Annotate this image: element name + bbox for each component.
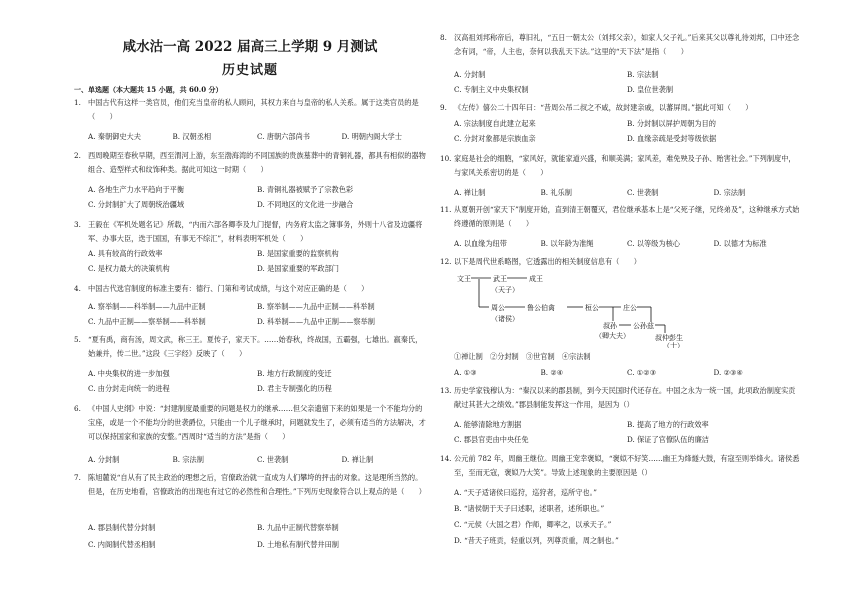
- question-number: 13.: [440, 386, 452, 395]
- node-zhuhou: （诸侯）: [491, 315, 519, 323]
- question-stem: 中国古代有这样一类官员，他们充当皇帝的私人顾问，其权力来自与皇帝的私人关系。属于这类官员的是（ ）: [88, 98, 419, 121]
- option-d[interactable]: D. 以德才为标准: [713, 239, 767, 248]
- option-d[interactable]: D. 保证了官僚队伍的廉洁: [627, 435, 709, 444]
- option-d[interactable]: D. 不同地区的文化进一步融合: [257, 200, 354, 209]
- option-b[interactable]: B. 是国家重要的监察机构: [257, 249, 339, 258]
- question-1: [74, 96, 426, 124]
- option-b[interactable]: B. 汉朝丞相: [172, 132, 212, 141]
- question-11: [440, 203, 800, 231]
- question-number: 14.: [440, 454, 452, 463]
- option-c[interactable]: C. 九品中正制——察举制——科举制: [88, 317, 206, 326]
- option-b[interactable]: B. 宗法制: [172, 455, 204, 464]
- exam-title: 咸水沽一高 2022 届高三上学期 9 月测试: [122, 39, 378, 55]
- option-d[interactable]: D. 宗法制: [713, 188, 746, 197]
- option-a[interactable]: A. 宗法制度自此建立起来: [454, 119, 536, 128]
- choice-list: ①禅让制 ②分封制 ③世官制 ④宗法制: [454, 352, 591, 361]
- question-3-options: [88, 249, 426, 274]
- question-stem: 陈旭麓说“自从有了民主政治的理想之后，官僚政治就一直成为人们攀垮的抨击的对象。这是理所当然的。但是，在历史地看，官僚政治的出现也有过它的必然性和合理性。”下列历史现象符合以上观点的是（ ）: [88, 473, 426, 496]
- node-tianzi: （天子）: [491, 286, 519, 294]
- question-2-options: [88, 185, 426, 210]
- option-c[interactable]: C. ①②③: [627, 368, 657, 377]
- question-stem: 家庭是社会的细胞，“家风好，就能家道兴盛，和顺美满；家风差，难免殃及子孙、贻害社会。”下列制度中，与家风关系密切的是（ ）: [454, 154, 796, 177]
- node-zhuanggong: 庄公: [623, 304, 637, 312]
- node-chengwang: 成王: [529, 275, 543, 283]
- option-c[interactable]: C. 以等级为核心: [627, 239, 680, 248]
- option-c[interactable]: C. 唐朝六部尚书: [257, 132, 310, 141]
- node-shi: （士）: [663, 342, 684, 348]
- question-8-options: [454, 70, 800, 95]
- question-stem: 从夏朝开创“家天下”制度开始，直到清王朝覆灭，君位继承基本上是“父死子继，兄终弟及”，这种继承方式始终遵循的原则是（ ）: [454, 205, 800, 228]
- option-b[interactable]: B. 察举制——九品中正制——科举制: [257, 302, 375, 311]
- question-number: 11.: [440, 205, 452, 214]
- question-stem: 历史学家钱穆认为：“秦汉以来的郡县制，到今天民国时代还存在。中国之永为一统一国，此项政治制度实贡献过其甚大之绩效。”郡县制能发挥这一作用，是因为（）: [454, 386, 796, 409]
- question-number: 3.: [74, 220, 81, 229]
- option-d[interactable]: D. 土地私有制代替井田制: [257, 540, 339, 549]
- exam-subtitle: 历史试题: [221, 63, 278, 78]
- option-d[interactable]: D. “昔天子班贡，轻重以列，列尊贡重，周之制也。”: [454, 536, 619, 545]
- question-1-options: [88, 132, 426, 142]
- node-lugong-boqin: 鲁公伯禽: [527, 304, 555, 312]
- option-b[interactable]: B. 地方行政制度的变迁: [257, 369, 332, 378]
- question-5: [74, 333, 426, 361]
- question-4: [74, 282, 426, 296]
- option-a[interactable]: A. 分封制: [454, 70, 486, 79]
- option-b[interactable]: B. 以年龄为准绳: [540, 239, 594, 248]
- question-number: 6.: [74, 404, 81, 413]
- question-14-options: [454, 488, 800, 546]
- question-stem: 王毅在《军机处题名记》所载，“内而六部各卿李及九门提督，内务府太监之簿事务，外则十八省及边疆将军、办事大臣，迭于国国，有事无不综汇”，材料表明军机处（ ）: [88, 220, 423, 243]
- question-stem: 《中国人史纲》中说：“封建制度最重要的问题是权力的继承……但父亲遗留下来的如果是一个不能均分的宝座，或是一个不能均分的世袭爵位，只能由一个儿子继承时，问题就发生了，必须有适当的方法解决，才可以保持国家和家族的安整。”西周时“适当的方法”是指（ ）: [88, 404, 426, 441]
- question-number: 12.: [440, 257, 452, 266]
- option-b[interactable]: B. 青铜礼器被赋予了宗教色彩: [257, 185, 354, 194]
- question-12-options: [454, 368, 800, 377]
- node-huangong: 桓公: [585, 304, 599, 312]
- question-9: [440, 101, 800, 115]
- question-number: 8.: [440, 33, 447, 42]
- question-stem: 《左传》僖公二十四年曰：“昔周公吊二叔之不咸，故封建亲戚，以蕃屏周。”据此可知（ ）: [454, 103, 753, 112]
- question-stem: 西周晚期至春秋早期，西至渭河上游，东至渤海湾的不同国族的贵族墓葬中的青铜礼器，都具有相似的器物组合、造型样式和纹饰种类。据此可知这一时期（ ）: [88, 151, 426, 174]
- question-stem: 汉高祖刘邦称帝后，尊旧礼，“五日一朝太公（刘邦父亲），如家人父子礼。”后来其父以尊礼待刘邦，口中还念念有词，“帝，人主也，奈何以我乱天下法。”这里的“天下法”是指（ ）: [454, 33, 800, 56]
- question-11-options: [454, 239, 800, 249]
- question-4-options: [88, 302, 426, 327]
- option-b[interactable]: B. “诸侯朝于天子曰述职，述职者，述所职也。”: [454, 504, 605, 513]
- question-number: 9.: [440, 103, 447, 112]
- option-a[interactable]: A. 察举制——科举制——九品中正制: [88, 302, 206, 311]
- option-c[interactable]: C. 郡县官吏由中央任免: [454, 435, 529, 444]
- question-stem: “夏有禹，商有汤，周文武，称三王。夏传子，家天下。……始春秋，终战国，五霸强，七雄出。嬴秦氏，始兼并，传二世。”这段《三字经》反映了（ ）: [88, 335, 423, 358]
- option-d[interactable]: D. 科举制——九品中正制——察举制: [257, 317, 375, 326]
- question-10: [440, 152, 800, 180]
- option-c[interactable]: C. 分封制扩大了周朝统治疆域: [88, 200, 185, 209]
- node-wuwang: 武王: [493, 275, 507, 283]
- node-zhougong: 周公: [491, 304, 505, 312]
- question-stem: 公元前 782 年，周幽王继位。周幽王宠幸褒姒，“褒姒不好笑……幽王为烽燧大鼓，有寇至则举烽火。诸侯悉至，至而无寇，褒姒乃大笑”。导致上述现象的主要原因是（）: [454, 454, 800, 477]
- option-d[interactable]: D. 血缘亲疏是受封等级依据: [627, 134, 717, 143]
- option-b[interactable]: B. 分封制以屏护周朝为目的: [627, 119, 716, 128]
- option-d[interactable]: D. 君主专制强化的历程: [257, 384, 332, 393]
- option-d[interactable]: D. 明朝内阁大学士: [341, 132, 402, 141]
- option-c[interactable]: C. 由分封走向统一的进程: [88, 384, 170, 393]
- question-number: 7.: [74, 473, 81, 482]
- question-stem: 以下是周代世系略图，它透露出的相关制度信息有（ ）: [454, 257, 641, 266]
- option-c[interactable]: C. 分封对象都是宗族血亲: [454, 134, 536, 143]
- question-12: [440, 255, 800, 269]
- node-shusun: 叔孙: [603, 322, 617, 330]
- option-a[interactable]: A. 中央集权的进一步加强: [88, 369, 170, 378]
- option-c[interactable]: C. 世袭制: [627, 188, 659, 197]
- option-a[interactable]: A. ①③: [454, 368, 477, 377]
- option-a[interactable]: A. 秦朝御史大夫: [88, 132, 141, 141]
- zhou-genealogy-diagram: [455, 272, 695, 348]
- option-b[interactable]: B. 九品中正制代替察举制: [257, 523, 339, 532]
- option-b[interactable]: B. 礼乐制: [540, 188, 572, 197]
- question-9-options: [454, 119, 800, 144]
- question-5-options: [88, 369, 426, 394]
- option-d[interactable]: D. 是国家重要的军政部门: [257, 264, 339, 273]
- question-number: 10.: [440, 154, 452, 163]
- question-6: [74, 402, 426, 444]
- option-a[interactable]: A. 分封制: [88, 455, 120, 464]
- option-c[interactable]: C. 世袭制: [257, 455, 289, 464]
- question-7-options: [88, 523, 426, 550]
- question-number: 4.: [74, 284, 81, 293]
- option-d[interactable]: D. ②③④: [713, 368, 743, 377]
- section-heading: 一、单选题（本大题共 15 小题，共 60.0 分）: [74, 85, 223, 94]
- option-c[interactable]: C. 专制主义中央集权制: [454, 85, 529, 94]
- question-7: [74, 471, 426, 499]
- option-b[interactable]: B. ②④: [540, 368, 564, 377]
- option-a[interactable]: A. 以血缘为纽带: [454, 239, 507, 248]
- question-number: 2.: [74, 151, 81, 160]
- question-3: [74, 218, 426, 246]
- option-c[interactable]: C. “元侯（大国之君）作师，卿率之，以承天子。”: [454, 520, 612, 529]
- option-c[interactable]: C. 内阁制代替丞相制: [88, 540, 156, 549]
- question-8: [440, 31, 800, 59]
- question-stem: 中国古代选官制度的标准主要有：德行、门第和考试成绩，与这个对应正确的是（ ）: [88, 284, 369, 293]
- question-13: [440, 384, 800, 412]
- option-a[interactable]: A. 能够清除地方割据: [454, 420, 522, 429]
- question-number: 1.: [74, 98, 81, 107]
- question-6-options: [88, 455, 426, 465]
- question-2: [74, 149, 426, 177]
- option-b[interactable]: B. 宗法制: [627, 70, 659, 79]
- node-wenwang: 文王: [457, 275, 471, 283]
- option-c[interactable]: C. 是权力最大的决策机构: [88, 264, 170, 273]
- question-13-options: [454, 420, 800, 445]
- option-a[interactable]: A. 具有较高的行政效率: [88, 249, 163, 258]
- option-a[interactable]: A. 各地生产力水平趋向于平衡: [88, 185, 185, 194]
- option-a[interactable]: A. 禅让制: [454, 188, 486, 197]
- option-a[interactable]: A. “天子适诸侯曰巡狩，巡狩者，巡所守也。”: [454, 488, 597, 497]
- option-a[interactable]: A. 郡县制代替分封制: [88, 523, 156, 532]
- option-d[interactable]: D. 禅让制: [341, 455, 374, 464]
- question-12-choices: [454, 350, 800, 364]
- question-number: 5.: [74, 335, 81, 344]
- question-10-options: [454, 188, 800, 198]
- node-qingdafu: （卿大夫）: [595, 332, 630, 340]
- option-d[interactable]: D. 皇位世袭制: [627, 85, 674, 94]
- question-14: [440, 452, 800, 480]
- node-gongsunzi: 公孙兹: [633, 322, 654, 330]
- option-b[interactable]: B. 提高了地方的行政效率: [627, 420, 709, 429]
- node-shuzhong-pengsheng: 叔仲彭生: [655, 334, 683, 342]
